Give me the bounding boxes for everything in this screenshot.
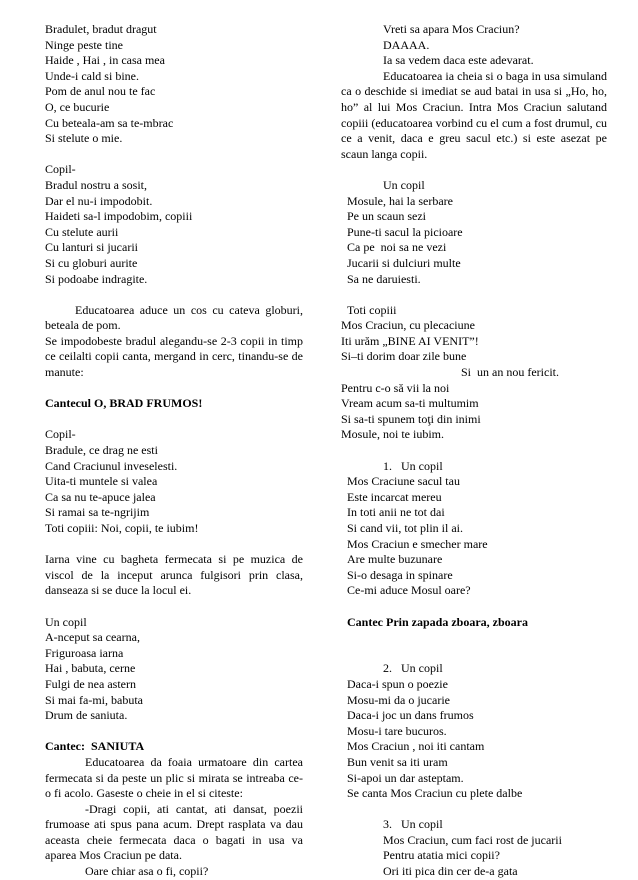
text-line: Si-apoi un dar asteptam. bbox=[347, 770, 464, 785]
text-line: Si mai fa-mi, babuta bbox=[45, 692, 143, 707]
text-line: Dar el nu-i impodobit. bbox=[45, 193, 153, 208]
text-line: In toti anii ne tot dai bbox=[347, 505, 445, 520]
text-line: Jucarii si dulciuri multe bbox=[347, 255, 461, 270]
text-line: Un copil bbox=[45, 614, 87, 629]
text-line: Haideti sa-l impodobim, copiii bbox=[45, 209, 193, 224]
song-heading: Cantec Prin zapada zboara, zboara bbox=[347, 614, 528, 629]
text-line: Cu lanturi si jucarii bbox=[45, 240, 138, 255]
text-line: DAAAA. bbox=[383, 37, 430, 52]
text-line: Iti urăm „BINE AI VENIT”! bbox=[341, 333, 479, 348]
text-line: Mos Craciune sacul tau bbox=[347, 474, 460, 489]
text-line: Toti copiii bbox=[347, 302, 397, 317]
text-line: Vreti sa apara Mos Craciun? bbox=[383, 22, 520, 36]
text-line: Bradule, ce drag ne esti bbox=[45, 443, 158, 458]
text-line: Drum de saniuta. bbox=[45, 708, 128, 723]
text-line: Mosule, noi te iubim. bbox=[341, 427, 444, 442]
text-line: Cu stelute aurii bbox=[45, 224, 119, 239]
text-line: Bradulet, bradut dragut bbox=[45, 22, 157, 36]
paragraph: Iarna vine cu bagheta fermecata si pe muzica de viscol de la inceput arunca fulgisori prin clasa, danseaza si se duce la locul ei. bbox=[45, 552, 303, 598]
song-heading: Cantec: SANIUTA bbox=[45, 739, 145, 754]
paragraph: Educatoarea ia cheia si o baga in usa simuland ca o deschide si imediat se aud batai in usa si „Ho, ho, ho” al lui Mos Craciun. Intra Mos Craciun salutand copiii (educatoarea vorbind cu el cum a fost drumul, cu ce a venit, daca e greu sacul etc.) si este asezat pe scaun langa copii. bbox=[341, 68, 607, 161]
text-line: Pentru atatia mici copii? bbox=[383, 848, 500, 863]
song-heading: Cantecul O, BRAD FRUMOS! bbox=[45, 396, 203, 411]
paragraph: Educatoarea aduce un cos cu cateva globuri, beteala de pom. bbox=[45, 302, 303, 333]
text-line: Hai , babuta, cerne bbox=[45, 661, 136, 676]
text-line: Bradul nostru a sosit, bbox=[45, 177, 147, 192]
text-line: Cu beteala-am sa te-mbrac bbox=[45, 115, 174, 130]
text-line: Ia sa vedem daca este adevarat. bbox=[383, 53, 534, 68]
poem-poezie bbox=[341, 661, 607, 801]
text-line: Si cand vii, tot plin il ai. bbox=[347, 521, 463, 535]
text-line: Se canta Mos Craciun cu plete dalbe bbox=[347, 786, 523, 801]
poem-bradulet bbox=[45, 22, 303, 147]
text-line: Ce-mi aduce Mosul oare? bbox=[347, 583, 471, 598]
text-line: Si stelute o mie. bbox=[45, 131, 123, 146]
text-line: Si–ti dorim doar zile bune bbox=[341, 349, 467, 364]
text-line: Copil- bbox=[45, 427, 76, 442]
text-line: Pe un scaun sezi bbox=[347, 209, 426, 224]
text-line: Uita-ti muntele si valea bbox=[45, 474, 158, 489]
text-line: Haide , Hai , in casa mea bbox=[45, 53, 165, 68]
text-line: Ori iti pica din cer de-a gata bbox=[383, 864, 518, 879]
text-line: O, ce bucurie bbox=[45, 99, 110, 114]
poem-copil-bradul bbox=[45, 162, 303, 287]
text-line: Pentru c-o să vii la noi bbox=[341, 380, 450, 395]
text-line: Si cu globuri aurite bbox=[45, 255, 138, 270]
poem-copil-bradule bbox=[45, 427, 303, 536]
text-line: Sa ne daruiesti. bbox=[347, 271, 421, 286]
paragraph: Se impodobeste bradul alegandu-se 2-3 copii in timp ce ceilalti copii canta, mergand in cerc, tinandu-se de manute: bbox=[45, 333, 303, 380]
text-line: Fulgi de nea astern bbox=[45, 676, 136, 691]
text-line: Si un an nou fericit. bbox=[461, 365, 559, 380]
text-line: Si-o desaga in spinare bbox=[347, 567, 453, 582]
text-line: Si sa-ti spunem toţi din inimi bbox=[341, 411, 481, 426]
text-line: Friguroasa iarna bbox=[45, 645, 124, 660]
poem-toti-copiii bbox=[341, 303, 607, 443]
text-line: Daca-i spun o poezie bbox=[347, 676, 448, 691]
text-line: Mos Craciun, cum faci rost de jucarii bbox=[383, 832, 562, 847]
right-column bbox=[341, 22, 607, 880]
poem-jucarii bbox=[341, 817, 607, 879]
poem-mosule-serbare bbox=[341, 178, 607, 287]
text-line: Mos Craciun, cu plecaciune bbox=[341, 318, 475, 333]
text-line: Bun venit sa iti uram bbox=[347, 754, 448, 769]
text-line: Mos Craciun e smecher mare bbox=[347, 536, 488, 551]
text-line: Ca pe noi sa ne vezi bbox=[347, 240, 447, 255]
text-line: Mos Craciun , noi iti cantam bbox=[347, 739, 485, 754]
text-line: Mosu-i tare bucuros. bbox=[347, 723, 447, 738]
text-line: Toti copiii: Noi, copii, te iubim! bbox=[45, 521, 199, 535]
text-line: Vream acum sa-ti multumim bbox=[341, 396, 479, 411]
left-column bbox=[45, 22, 303, 880]
text-line: 3. Un copil bbox=[383, 817, 443, 832]
text-line: Un copil bbox=[383, 177, 425, 192]
text-line: Ca sa nu te-apuce jalea bbox=[45, 489, 156, 504]
text-line: Oare chiar asa o fi, copii? bbox=[85, 864, 209, 879]
text-line: Cand Craciunul inveselesti. bbox=[45, 458, 178, 473]
text-line: 1. Un copil bbox=[383, 458, 443, 473]
text-line: A-nceput sa cearna, bbox=[45, 630, 140, 645]
text-line: Si podoabe indragite. bbox=[45, 271, 148, 286]
text-line: Mosu-mi da o jucarie bbox=[347, 692, 450, 707]
poem-sacul-tau bbox=[341, 459, 607, 599]
text-line: Copil- bbox=[45, 162, 76, 177]
text-line: Ninge peste tine bbox=[45, 37, 123, 52]
paragraph: -Dragi copii, ati cantat, ati dansat, poezii frumoase ati spus pana acum. Drept rasplata va dau aceasta cheie fermecata daca o bagati in usa va aparea Mos Craciun pe data. bbox=[45, 801, 303, 863]
text-line: Daca-i joc un dans frumos bbox=[347, 708, 474, 723]
text-line: Pom de anul nou te fac bbox=[45, 84, 156, 99]
text-line: Are multe buzunare bbox=[347, 552, 443, 567]
text-line: 2. Un copil bbox=[383, 661, 443, 676]
text-line: Si ramai sa te-ngrijim bbox=[45, 505, 150, 520]
paragraph: Educatoarea da foaia urmatoare din cartea fermecata si da peste un plic si mirata se intreaba ce-o fi acolo. Gaseste o cheie in el si citeste: bbox=[45, 754, 303, 801]
text-line: Pune-ti sacul la picioare bbox=[347, 224, 463, 239]
text-line: Unde-i cald si bine. bbox=[45, 68, 139, 83]
text-line: Mosule, hai la serbare bbox=[347, 193, 453, 208]
poem-iarna bbox=[45, 615, 303, 724]
text-line: Este incarcat mereu bbox=[347, 489, 442, 504]
